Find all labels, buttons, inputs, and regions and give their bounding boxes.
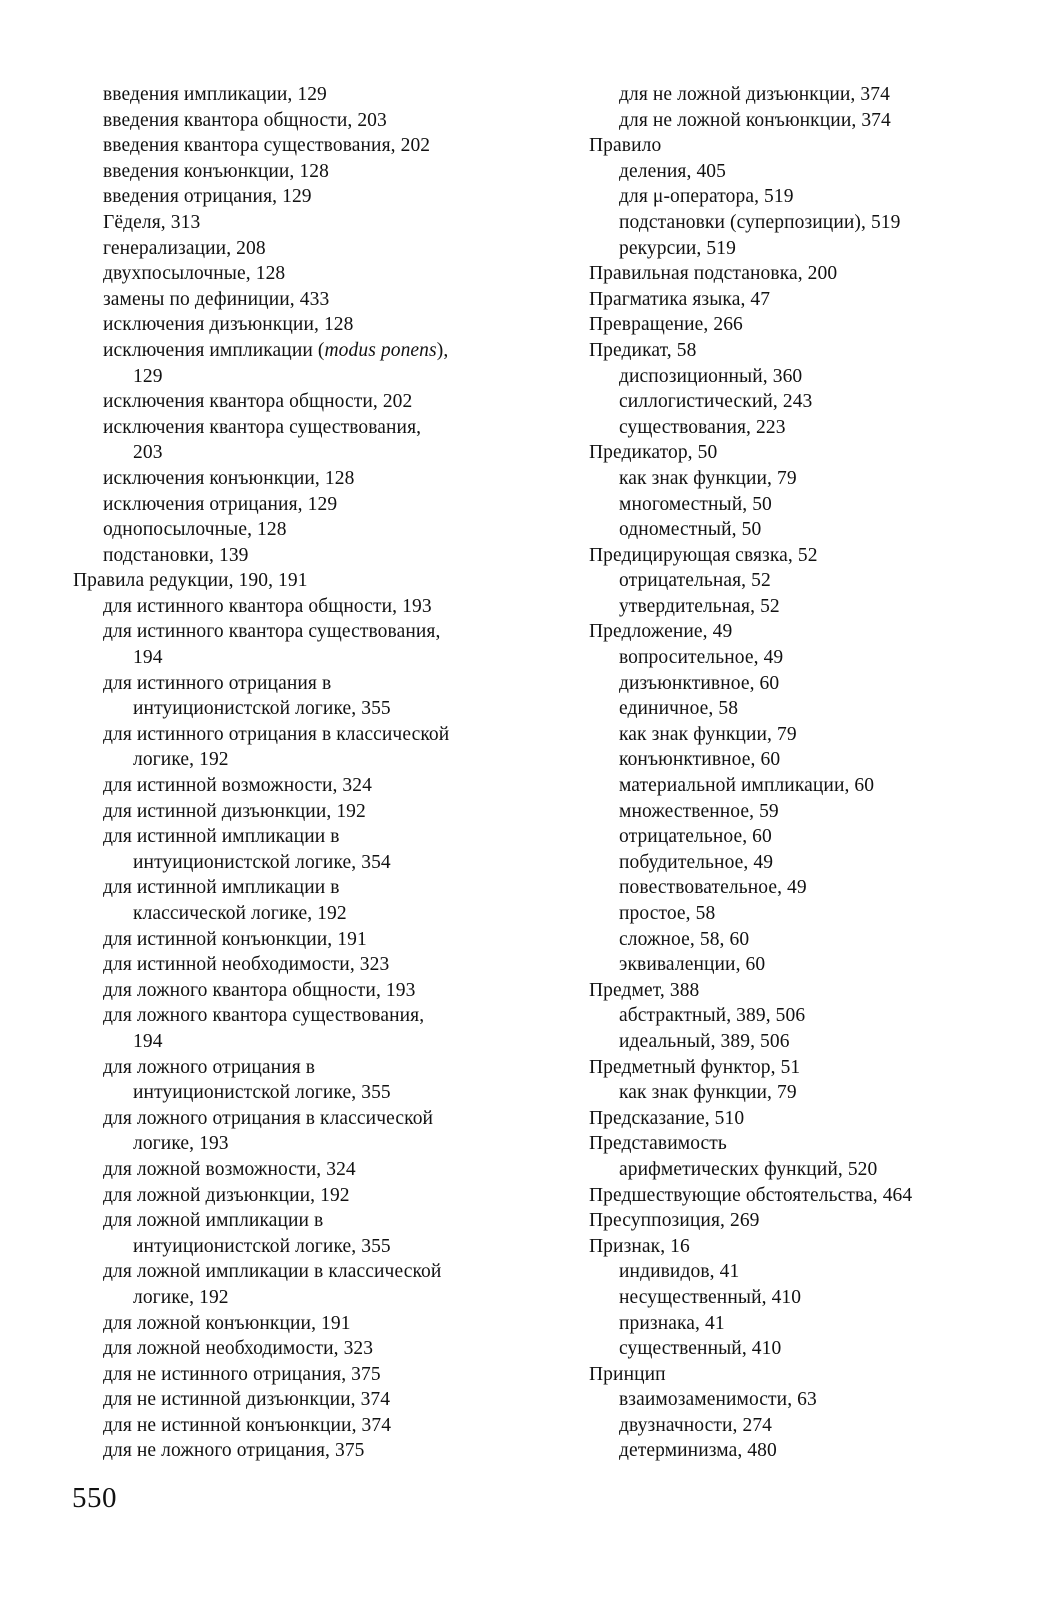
index-subentry: одноместный, 50 (619, 519, 762, 541)
index-heading: Предсказание, 510 (589, 1107, 745, 1129)
index-subentry: классической логике, 192 (133, 903, 347, 924)
index-subentry: замены по дефиниции, 433 (103, 288, 330, 310)
index-subentry: интуиционистской логике, 355 (133, 1082, 391, 1104)
index-subentry: идеальный, 389, 506 (619, 1030, 790, 1052)
index-subentry: 194 (133, 647, 163, 669)
index-subentry: генерализации, 208 (103, 237, 266, 259)
index-subentry: исключения дизъюнкции, 128 (103, 314, 354, 336)
index-subentry: единичное, 58 (619, 698, 739, 720)
index-subentry: существенный, 410 (619, 1338, 782, 1360)
index-subentry: введения импликации, 129 (103, 84, 327, 105)
index-subentry: 129 (133, 365, 163, 387)
index-heading: Правила редукции, 190, 191 (73, 570, 308, 592)
index-subentry: несущественный, 410 (619, 1286, 802, 1308)
index-heading: Правильная подстановка, 200 (589, 263, 838, 285)
index-heading: Принцип (589, 1363, 666, 1385)
index-subentry: как знак функции, 79 (619, 723, 797, 745)
index-subentry: 203 (133, 442, 163, 464)
index-subentry: для истинной импликации в (103, 877, 340, 899)
index-subentry: двухпосылочные, 128 (103, 263, 286, 285)
index-subentry: для истинной дизъюнкции, 192 (103, 800, 366, 822)
index-subentry: диспозиционный, 360 (619, 365, 803, 387)
index-subentry: материальной импликации, 60 (619, 775, 875, 797)
index-heading: Представимость (589, 1133, 727, 1155)
index-subentry: исключения квантора общности, 202 (103, 391, 413, 413)
index-subentry: для не ложного отрицания, 375 (103, 1440, 365, 1462)
index-subentry: многоместный, 50 (619, 493, 772, 515)
index-subentry: существования, 223 (619, 416, 786, 438)
page-number: 550 (72, 1482, 117, 1514)
index-subentry: повествовательное, 49 (619, 877, 807, 899)
index-subentry: конъюнктивное, 60 (619, 749, 781, 771)
index-subentry: исключения конъюнкции, 128 (103, 467, 355, 489)
index-heading: Предмет, 388 (589, 979, 700, 1001)
index-heading: Предицирующая связка, 52 (589, 544, 818, 566)
index-heading: Предметный функтор, 51 (589, 1056, 801, 1078)
index-subentry: исключения отрицания, 129 (103, 493, 338, 515)
index-subentry: утвердительная, 52 (619, 595, 780, 617)
index-subentry: эквиваленции, 60 (619, 954, 766, 976)
index-subentry: подстановки, 139 (103, 544, 249, 566)
index-subentry: введения квантора существования, 202 (103, 135, 431, 157)
index-subentry: исключения квантора существования, (103, 416, 422, 438)
index-subentry: подстановки (суперпозиции), 519 (619, 211, 901, 233)
index-subentry: простое, 58 (619, 903, 716, 924)
index-subentry: для ложной конъюнкции, 191 (103, 1312, 351, 1334)
index-subentry: введения отрицания, 129 (103, 186, 312, 208)
index-subentry: множественное, 59 (619, 800, 779, 822)
index-subentry: введения квантора общности, 203 (103, 109, 387, 131)
index-subentry: для ложной импликации в классической (103, 1261, 442, 1283)
index-subentry: двузначности, 274 (619, 1414, 773, 1436)
index-subentry: вопросительное, 49 (619, 647, 784, 669)
index-subentry: для ложного отрицания в (103, 1056, 316, 1078)
index-subentry: для ложной необходимости, 323 (103, 1338, 374, 1360)
index-subentry: Гёделя, 313 (103, 211, 201, 233)
index-subentry: 194 (133, 1030, 163, 1052)
index-subentry: детерминизма, 480 (619, 1440, 777, 1462)
index-subentry: для не ложной конъюнкции, 374 (619, 109, 891, 131)
index-subentry: отрицательная, 52 (619, 570, 771, 592)
index-subentry: рекурсии, 519 (619, 237, 736, 259)
index-heading: Предикатор, 50 (589, 442, 718, 464)
index-subentry: как знак функции, 79 (619, 1082, 797, 1104)
index-subentry: для истинной конъюнкции, 191 (103, 928, 367, 950)
index-subentry: интуиционистской логике, 355 (133, 698, 391, 720)
index-subentry: для истинного квантора существования, (103, 621, 441, 643)
index-subentry: для истинного отрицания в классической (103, 723, 450, 745)
index-subentry: для не истинной дизъюнкции, 374 (103, 1389, 391, 1411)
index-subentry: силлогистический, 243 (619, 391, 813, 413)
index-subentry: побудительное, 49 (619, 851, 774, 873)
index-subentry: отрицательное, 60 (619, 826, 772, 848)
index-subentry: логике, 192 (133, 1286, 229, 1308)
index-column-right (589, 82, 999, 1464)
index-subentry: как знак функции, 79 (619, 467, 797, 489)
index-heading: Пресуппозиция, 269 (589, 1210, 760, 1232)
index-heading: Превращение, 266 (589, 314, 743, 336)
index-subentry: для μ-оператора, 519 (619, 186, 794, 208)
index-heading: Признак, 16 (589, 1235, 690, 1257)
index-subentry: для ложной дизъюнкции, 192 (103, 1184, 350, 1206)
index-subentry: для не истинной конъюнкции, 374 (103, 1414, 392, 1436)
index-column-left (73, 82, 568, 1464)
index-heading: Прагматика языка, 47 (589, 288, 771, 310)
index-subentry: для ложной возможности, 324 (103, 1158, 356, 1180)
index-subentry: сложное, 58, 60 (619, 928, 750, 950)
index-heading: Правило (589, 135, 662, 157)
index-subentry: признака, 41 (619, 1312, 725, 1334)
index-subentry: взаимозаменимости, 63 (619, 1389, 817, 1411)
index-subentry: для не истинного отрицания, 375 (103, 1363, 381, 1385)
index-subentry: для истинной импликации в (103, 826, 340, 848)
index-subentry: интуиционистской логике, 355 (133, 1235, 391, 1257)
index-subentry: для истинной возможности, 324 (103, 775, 372, 797)
index-subentry: однопосылочные, 128 (103, 519, 287, 541)
index-subentry: деления, 405 (619, 160, 727, 182)
index-subentry: для не ложной дизъюнкции, 374 (619, 84, 890, 105)
index-subentry: исключения импликации (modus ponens), (103, 339, 449, 361)
index-subentry: введения конъюнкции, 128 (103, 160, 329, 182)
index-subentry: для ложной импликации в (103, 1210, 324, 1232)
index-subentry: абстрактный, 389, 506 (619, 1005, 806, 1027)
index-subentry: дизъюнктивное, 60 (619, 672, 780, 694)
index-subentry: индивидов, 41 (619, 1261, 740, 1283)
index-subentry: для истинного квантора общности, 193 (103, 595, 432, 617)
index-subentry: для истинной необходимости, 323 (103, 954, 390, 976)
index-subentry: интуиционистской логике, 354 (133, 851, 391, 873)
index-subentry: логике, 193 (133, 1133, 229, 1155)
index-heading: Предикат, 58 (589, 339, 697, 361)
index-subentry: для ложного квантора существования, (103, 1005, 425, 1027)
index-subentry: для ложного квантора общности, 193 (103, 979, 416, 1001)
index-heading: Предшествующие обстоятельства, 464 (589, 1184, 913, 1206)
index-subentry: для ложного отрицания в классической (103, 1107, 434, 1129)
index-subentry: логике, 192 (133, 749, 229, 771)
index-heading: Предложение, 49 (589, 621, 733, 643)
index-subentry: арифметических функций, 520 (619, 1158, 878, 1180)
index-subentry: для истинного отрицания в (103, 672, 332, 694)
